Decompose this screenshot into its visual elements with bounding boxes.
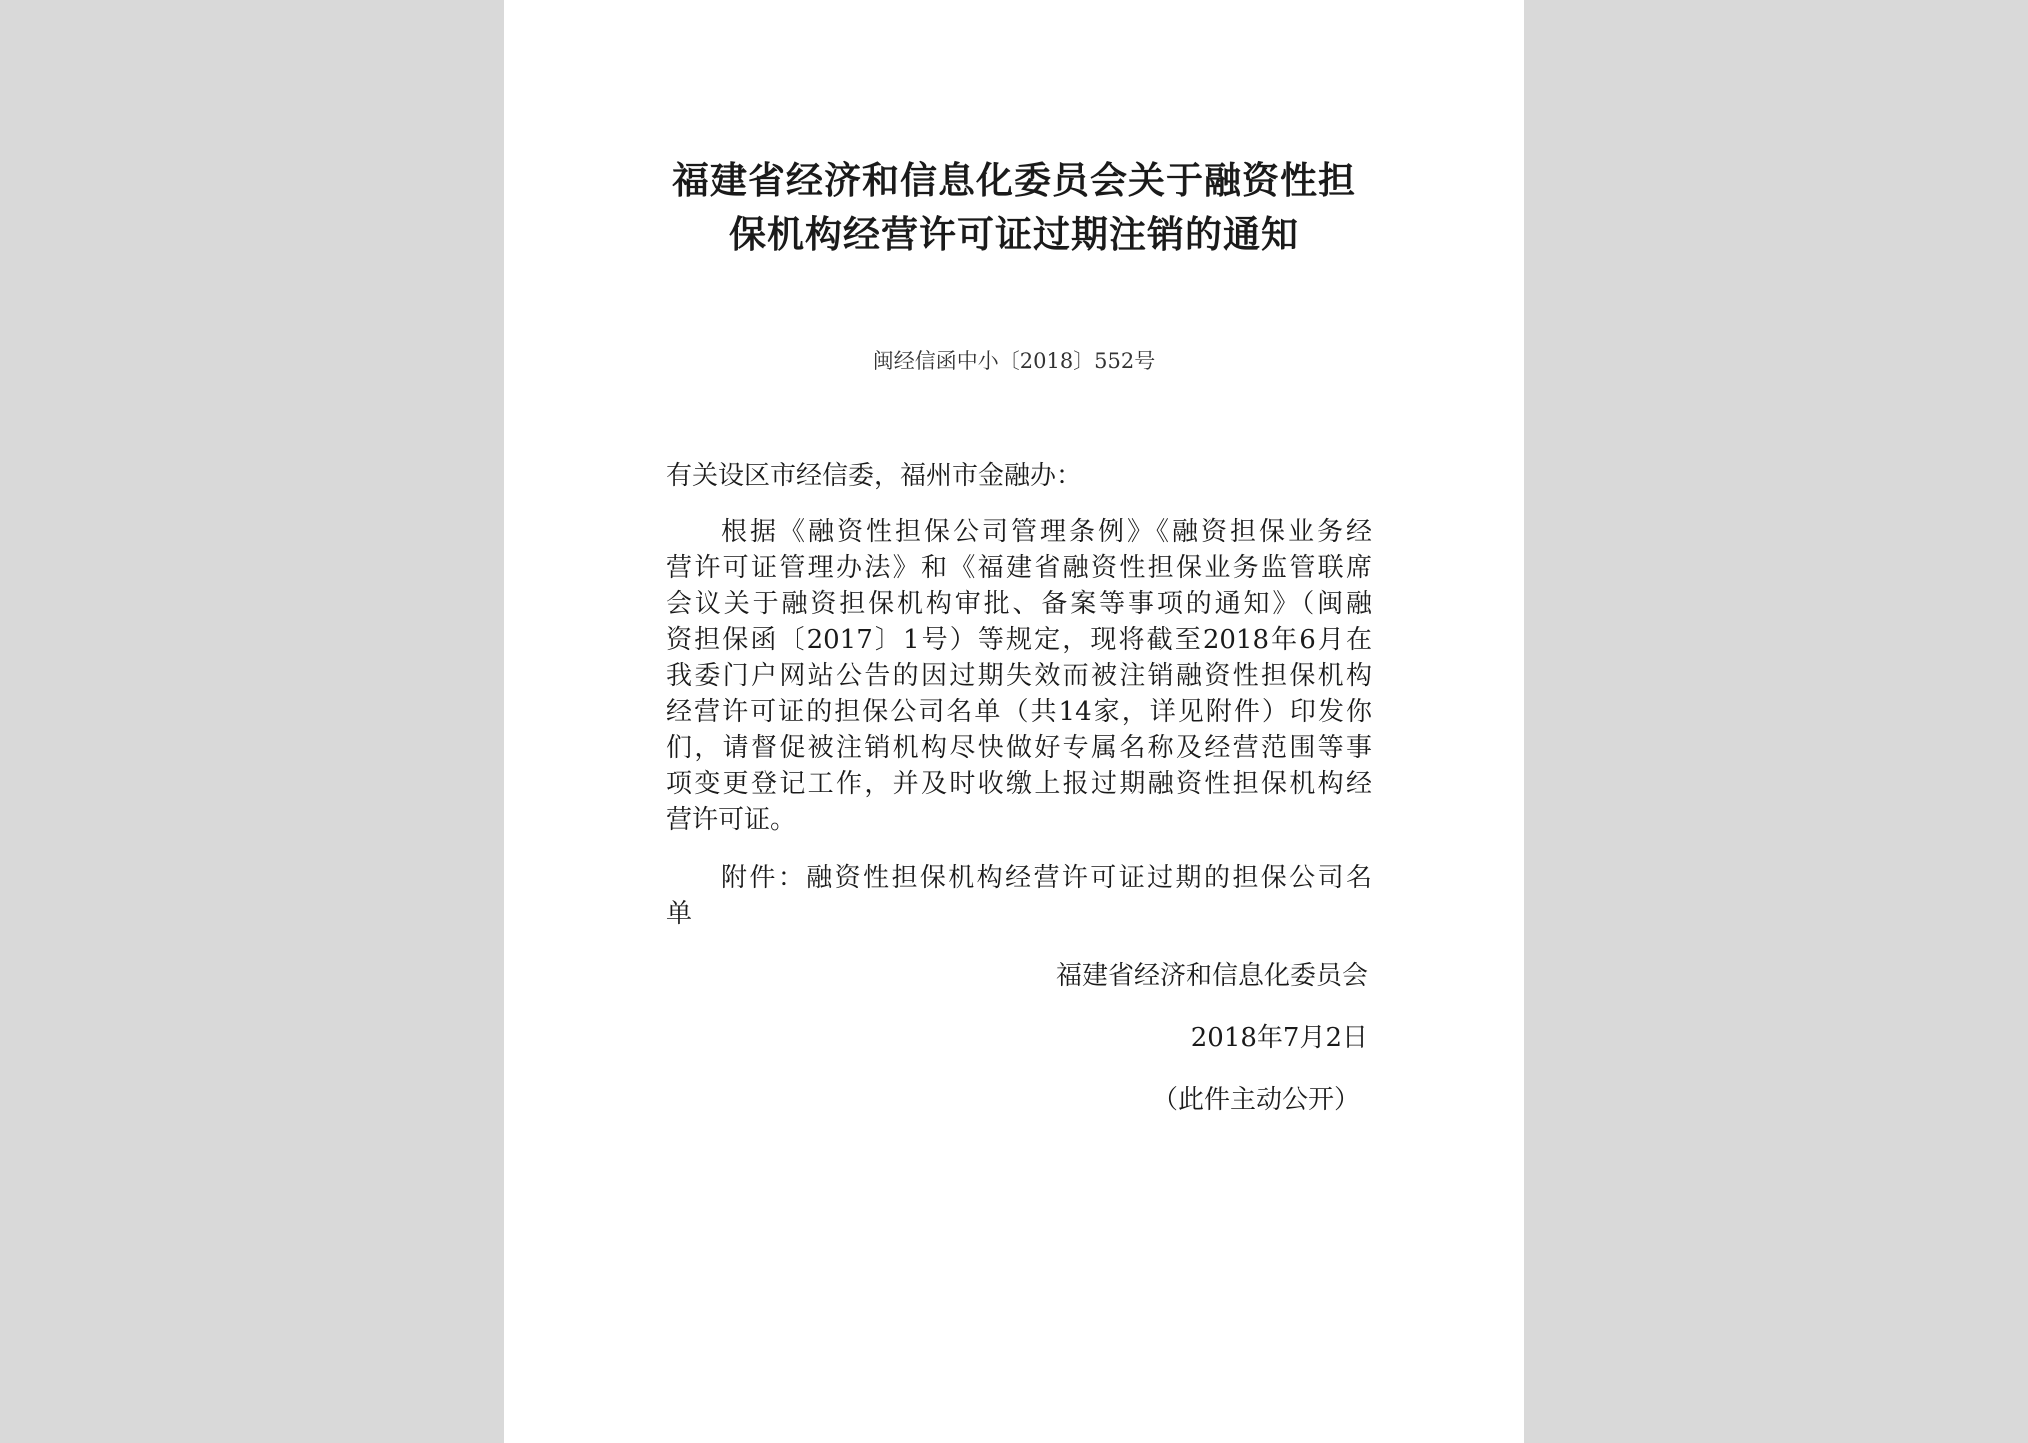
document-title-line-2: 保机构经营许可证过期注销的通知 [729, 212, 1299, 256]
attachment-line: 单 [666, 899, 693, 929]
body-line: 资担保函〔2017〕1号）等规定，现将截至2018年6月在 [666, 625, 1372, 655]
body-line: 会议关于融资担保机构审批、备案等事项的通知》（闽融 [666, 589, 1372, 619]
body-line: 项变更登记工作，并及时收缴上报过期融资性担保机构经 [666, 769, 1372, 799]
document-number: 闽经信函中小〔2018〕552号 [872, 349, 1156, 373]
body-line: 营许可证管理办法》和《福建省融资性担保业务监管联席 [666, 553, 1372, 583]
body-line: 们，请督促被注销机构尽快做好专属名称及经营范围等事 [666, 733, 1372, 763]
attachment-line: 附件：融资性担保机构经营许可证过期的担保公司名 [721, 863, 1372, 893]
body-line: 我委门户网站公告的因过期失效而被注销融资性担保机构 [666, 661, 1372, 691]
document-title-line-1: 福建省经济和信息化委员会关于融资性担 [672, 158, 1356, 202]
body-line: 营许可证。 [666, 805, 797, 835]
document-page [504, 0, 1524, 1443]
disclosure-note: （此件主动公开） [1151, 1085, 1360, 1115]
body-line: 经营许可证的担保公司名单（共14家，详见附件）印发你 [666, 697, 1372, 727]
salutation: 有关设区市经信委，福州市金融办： [666, 461, 1083, 491]
body-line: 根据《融资性担保公司管理条例》《融资担保业务经 [721, 517, 1372, 547]
signature: 福建省经济和信息化委员会 [1055, 961, 1368, 991]
date: 2018年7月2日 [1190, 1023, 1368, 1053]
